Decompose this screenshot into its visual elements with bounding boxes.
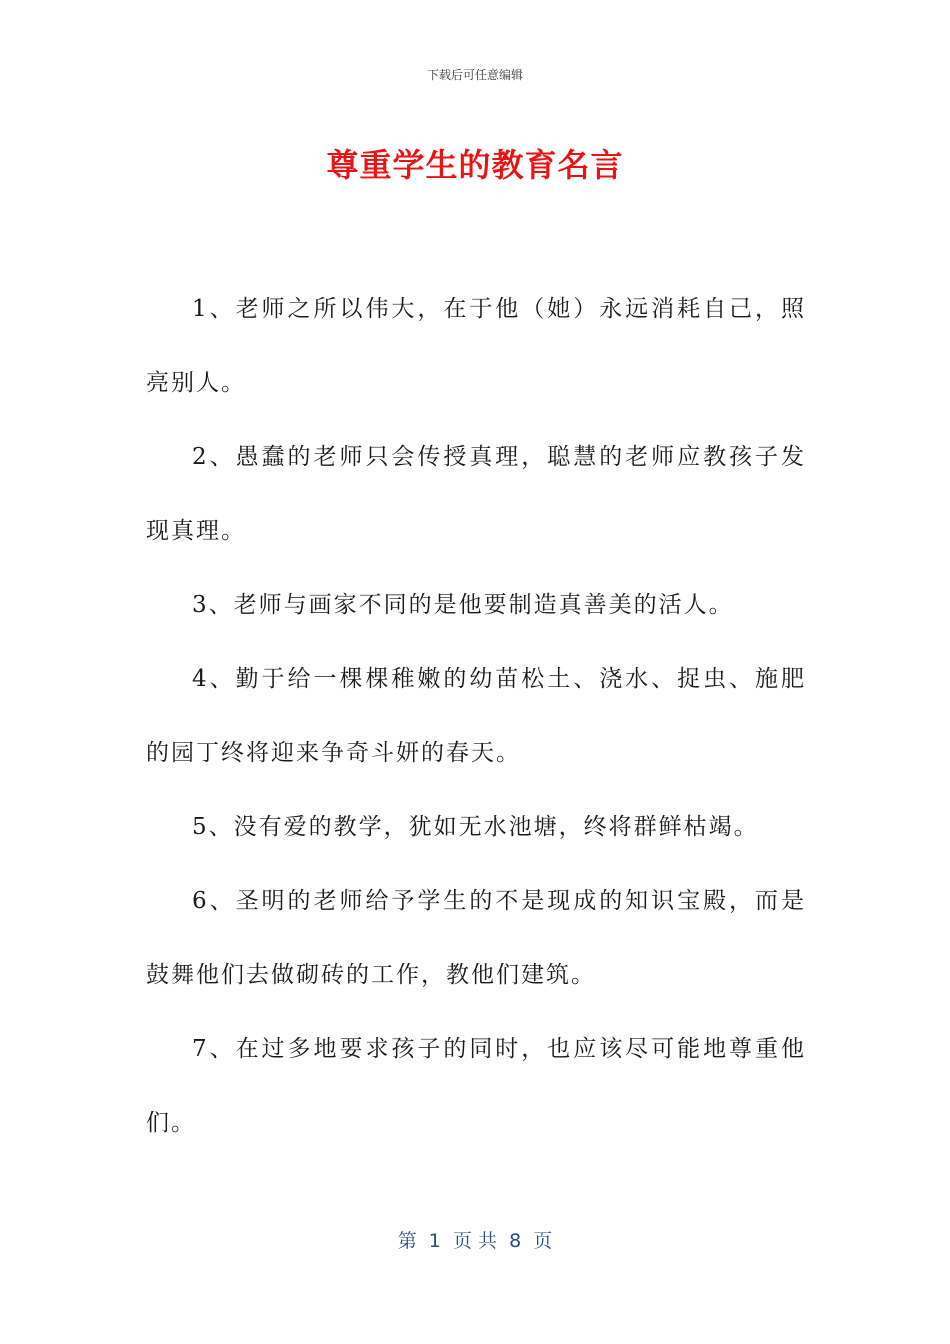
quote-paragraph-3: 3、老师与画家不同的是他要制造真善美的活人。 bbox=[192, 592, 734, 618]
page-number-footer: 第 1 页 共 8 页 bbox=[397, 1230, 553, 1252]
quote-paragraph-4: 4、勤于给一棵棵稚嫩的幼苗松土、浇水、捉虫、施肥的园丁终将迎来争奇斗妍的春天。 bbox=[146, 666, 806, 766]
document-body bbox=[146, 272, 806, 1160]
header-note: 下载后可任意编辑 bbox=[426, 68, 523, 82]
quote-paragraph-7: 7、在过多地要求孩子的同时，也应该尽可能地尊重他们。 bbox=[146, 1036, 806, 1136]
quote-paragraph-5: 5、没有爱的教学，犹如无水池塘，终将群鲜枯竭。 bbox=[192, 814, 759, 840]
quote-paragraph-1: 1、老师之所以伟大，在于他（她）永远消耗自己，照亮别人。 bbox=[146, 296, 806, 396]
document-title: 尊重学生的教育名言 bbox=[326, 146, 624, 184]
quote-paragraph-2: 2、愚蠢的老师只会传授真理，聪慧的老师应教孩子发现真理。 bbox=[146, 444, 806, 544]
quote-paragraph-6: 6、圣明的老师给予学生的不是现成的知识宝殿，而是鼓舞他们去做砌砖的工作，教他们建筑。 bbox=[146, 888, 806, 988]
